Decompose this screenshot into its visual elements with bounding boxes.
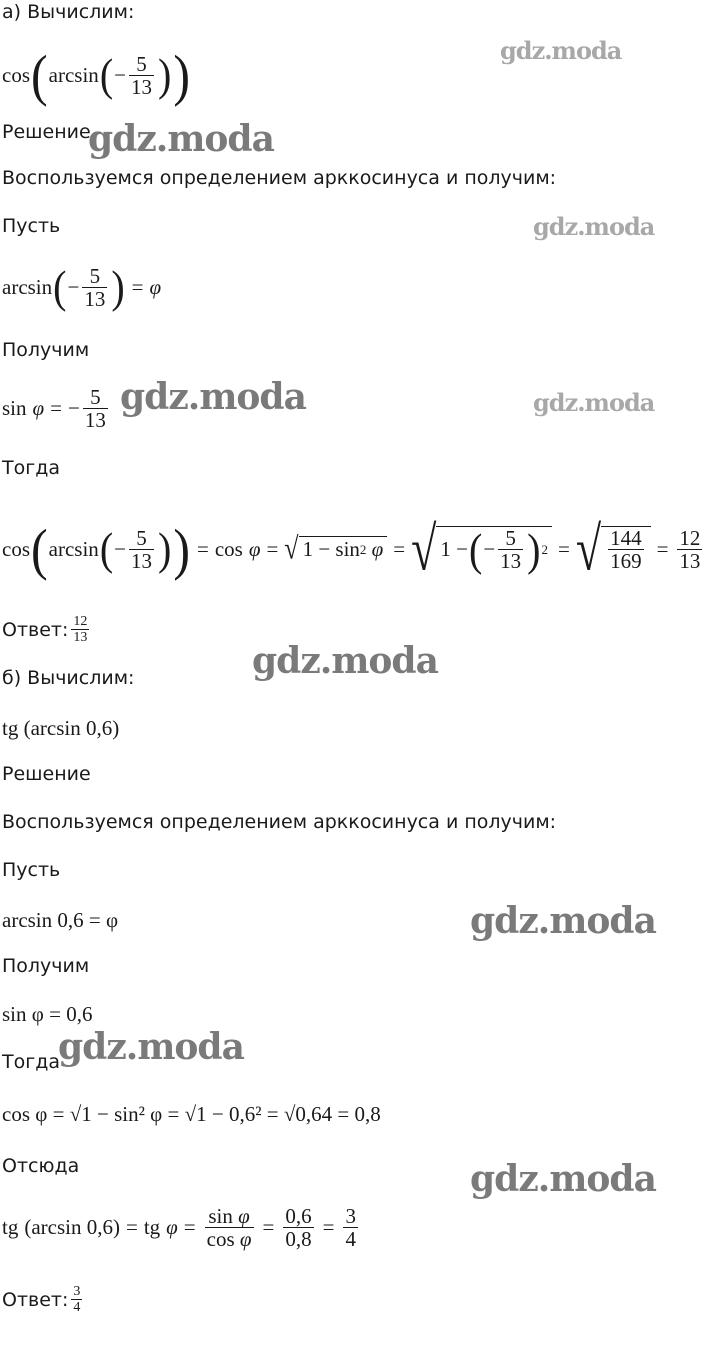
part-b-answer bbox=[2, 1284, 85, 1315]
part-a-answer-label: Ответ: bbox=[2, 618, 69, 641]
watermark: gdz.moda bbox=[470, 900, 656, 942]
part-a-expression: cos ( arcsin ( − $\frac{5}{13}$ ) ) bbox=[2, 42, 190, 108]
part-a-solution-label: Решение bbox=[2, 121, 91, 143]
part-a-answer bbox=[2, 614, 92, 645]
part-a-heading: а) Вычислим: bbox=[2, 1, 135, 23]
watermark: gdz.moda bbox=[88, 118, 274, 160]
watermark: gdz.moda bbox=[120, 376, 306, 418]
watermark: gdz.moda bbox=[252, 640, 438, 682]
part-a-answer-numerator: 12 bbox=[73, 614, 88, 629]
part-a-method: Воспользуемся определением арккосинуса и получим: bbox=[2, 167, 557, 189]
part-b-let-label: Пусть bbox=[2, 859, 61, 881]
watermark: gdz.moda bbox=[58, 1026, 244, 1068]
part-b-then-label: Тогда bbox=[2, 1051, 60, 1073]
part-b-answer-denominator: 4 bbox=[73, 1300, 81, 1315]
part-a-answer-denominator: 13 bbox=[73, 630, 88, 645]
part-b-then-expression: cos φ = √1 − sin² φ = √1 − 0,6² = √0,64 = 0,8 bbox=[2, 1101, 381, 1126]
part-b-hence-expression: tg (arcsin 0,6) = tg φ = $\frac{\text{sin φ}}{\text{cos φ}}$ = $\frac{0,6}{0,8}$ = $\frac{3}{4}$ bbox=[2, 1203, 356, 1251]
part-b-answer-numerator: 3 bbox=[73, 1284, 81, 1299]
watermark: gdz.moda bbox=[470, 1158, 656, 1200]
part-a-let-label: Пусть bbox=[2, 215, 61, 237]
part-a-let-expression: arcsin ( − $\frac{5}{13}$ ) = φ bbox=[2, 260, 162, 313]
watermark: gdz.moda bbox=[500, 36, 622, 65]
part-b-method: Воспользуемся определением арккосинуса и получим: bbox=[2, 811, 557, 833]
part-b-hence-label: Отсюда bbox=[2, 1155, 80, 1177]
part-b-got-expression: sin φ = 0,6 bbox=[2, 1001, 93, 1026]
part-b-let-expression: arcsin 0,6 = φ bbox=[2, 907, 119, 932]
part-b-solution-label: Решение bbox=[2, 763, 91, 785]
watermark: gdz.moda bbox=[533, 212, 655, 241]
part-a-got-expression: sin φ = − $\frac{5}{13}$ bbox=[2, 384, 106, 432]
part-a-then-expression: cos ( arcsin ( − $\frac{5}{13}$ ) ) = cos φ = √ 1 − sin 2 φ = √ 1 − ( − $\frac{5}{13}$ ) 2 = √ $\frac{144}{169}$ = $\frac{12}{13}$ bbox=[2, 513, 701, 583]
part-b-answer-label: Ответ: bbox=[2, 1288, 69, 1311]
part-a-then-label: Тогда bbox=[2, 457, 60, 479]
part-a-got-label: Получим bbox=[2, 339, 90, 361]
watermark: gdz.moda bbox=[533, 388, 655, 417]
part-b-got-label: Получим bbox=[2, 955, 90, 977]
part-b-expression: tg (arcsin 0,6) bbox=[2, 715, 120, 740]
part-b-heading: б) Вычислим: bbox=[2, 667, 135, 689]
